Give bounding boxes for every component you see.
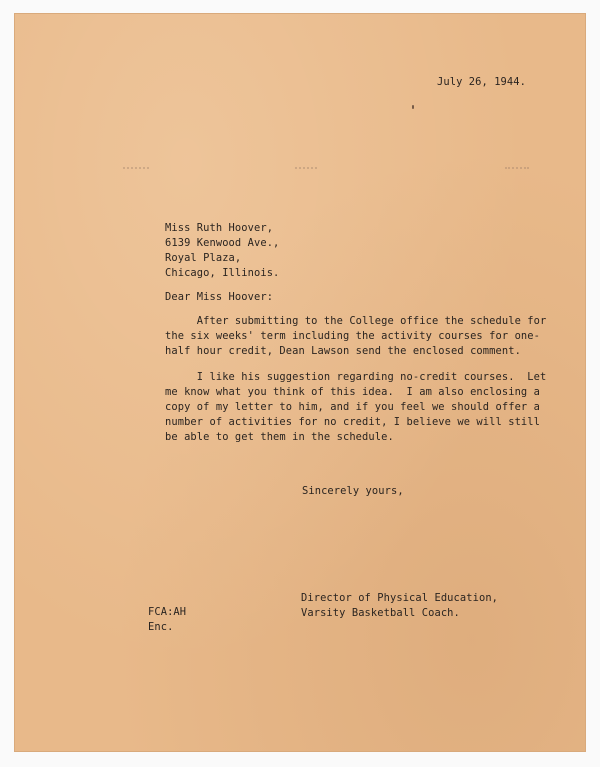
body-paragraph-1 <box>165 314 546 359</box>
signature-line: Varsity Basketball Coach. <box>301 607 460 619</box>
paragraph-line: After submitting to the College office the schedule for <box>165 315 547 327</box>
reference-initials <box>148 605 186 635</box>
address-line: Miss Ruth Hoover, <box>165 222 274 234</box>
recipient-address <box>165 221 279 281</box>
address-line: Chicago, Illinois. <box>165 267 280 279</box>
address-line: 6139 Kenwood Ave., <box>165 237 280 249</box>
paragraph-line: copy of my letter to him, and if you feel we should offer a <box>165 401 540 413</box>
paragraph-line: me know what you think of this idea. I am also enclosing a <box>165 386 540 398</box>
bleed-through-mark <box>295 167 317 175</box>
initials-line: Enc. <box>148 621 174 633</box>
salutation: Dear Miss Hoover: <box>165 291 274 303</box>
paragraph-line: be able to get them in the schedule. <box>165 431 394 443</box>
bleed-through-mark <box>123 167 149 175</box>
signature-line: Director of Physical Education, <box>301 592 499 604</box>
closing: Sincerely yours, <box>302 485 404 497</box>
paragraph-line: half hour credit, Dean Lawson send the enclosed comment. <box>165 345 521 357</box>
letter-date: July 26, 1944. <box>437 76 526 88</box>
paper-speck <box>412 105 414 109</box>
address-line: Royal Plaza, <box>165 252 242 264</box>
paragraph-line: number of activities for no credit, I believe we will still <box>165 416 540 428</box>
signature-block <box>301 591 498 621</box>
letter-sheet <box>15 14 585 751</box>
initials-line: FCA:AH <box>148 606 187 618</box>
paragraph-line: the six weeks' term including the activity courses for one- <box>165 330 540 342</box>
paragraph-line: I like his suggestion regarding no-credit courses. Let <box>165 371 547 383</box>
body-paragraph-2 <box>165 370 546 445</box>
bleed-through-mark <box>505 167 529 175</box>
